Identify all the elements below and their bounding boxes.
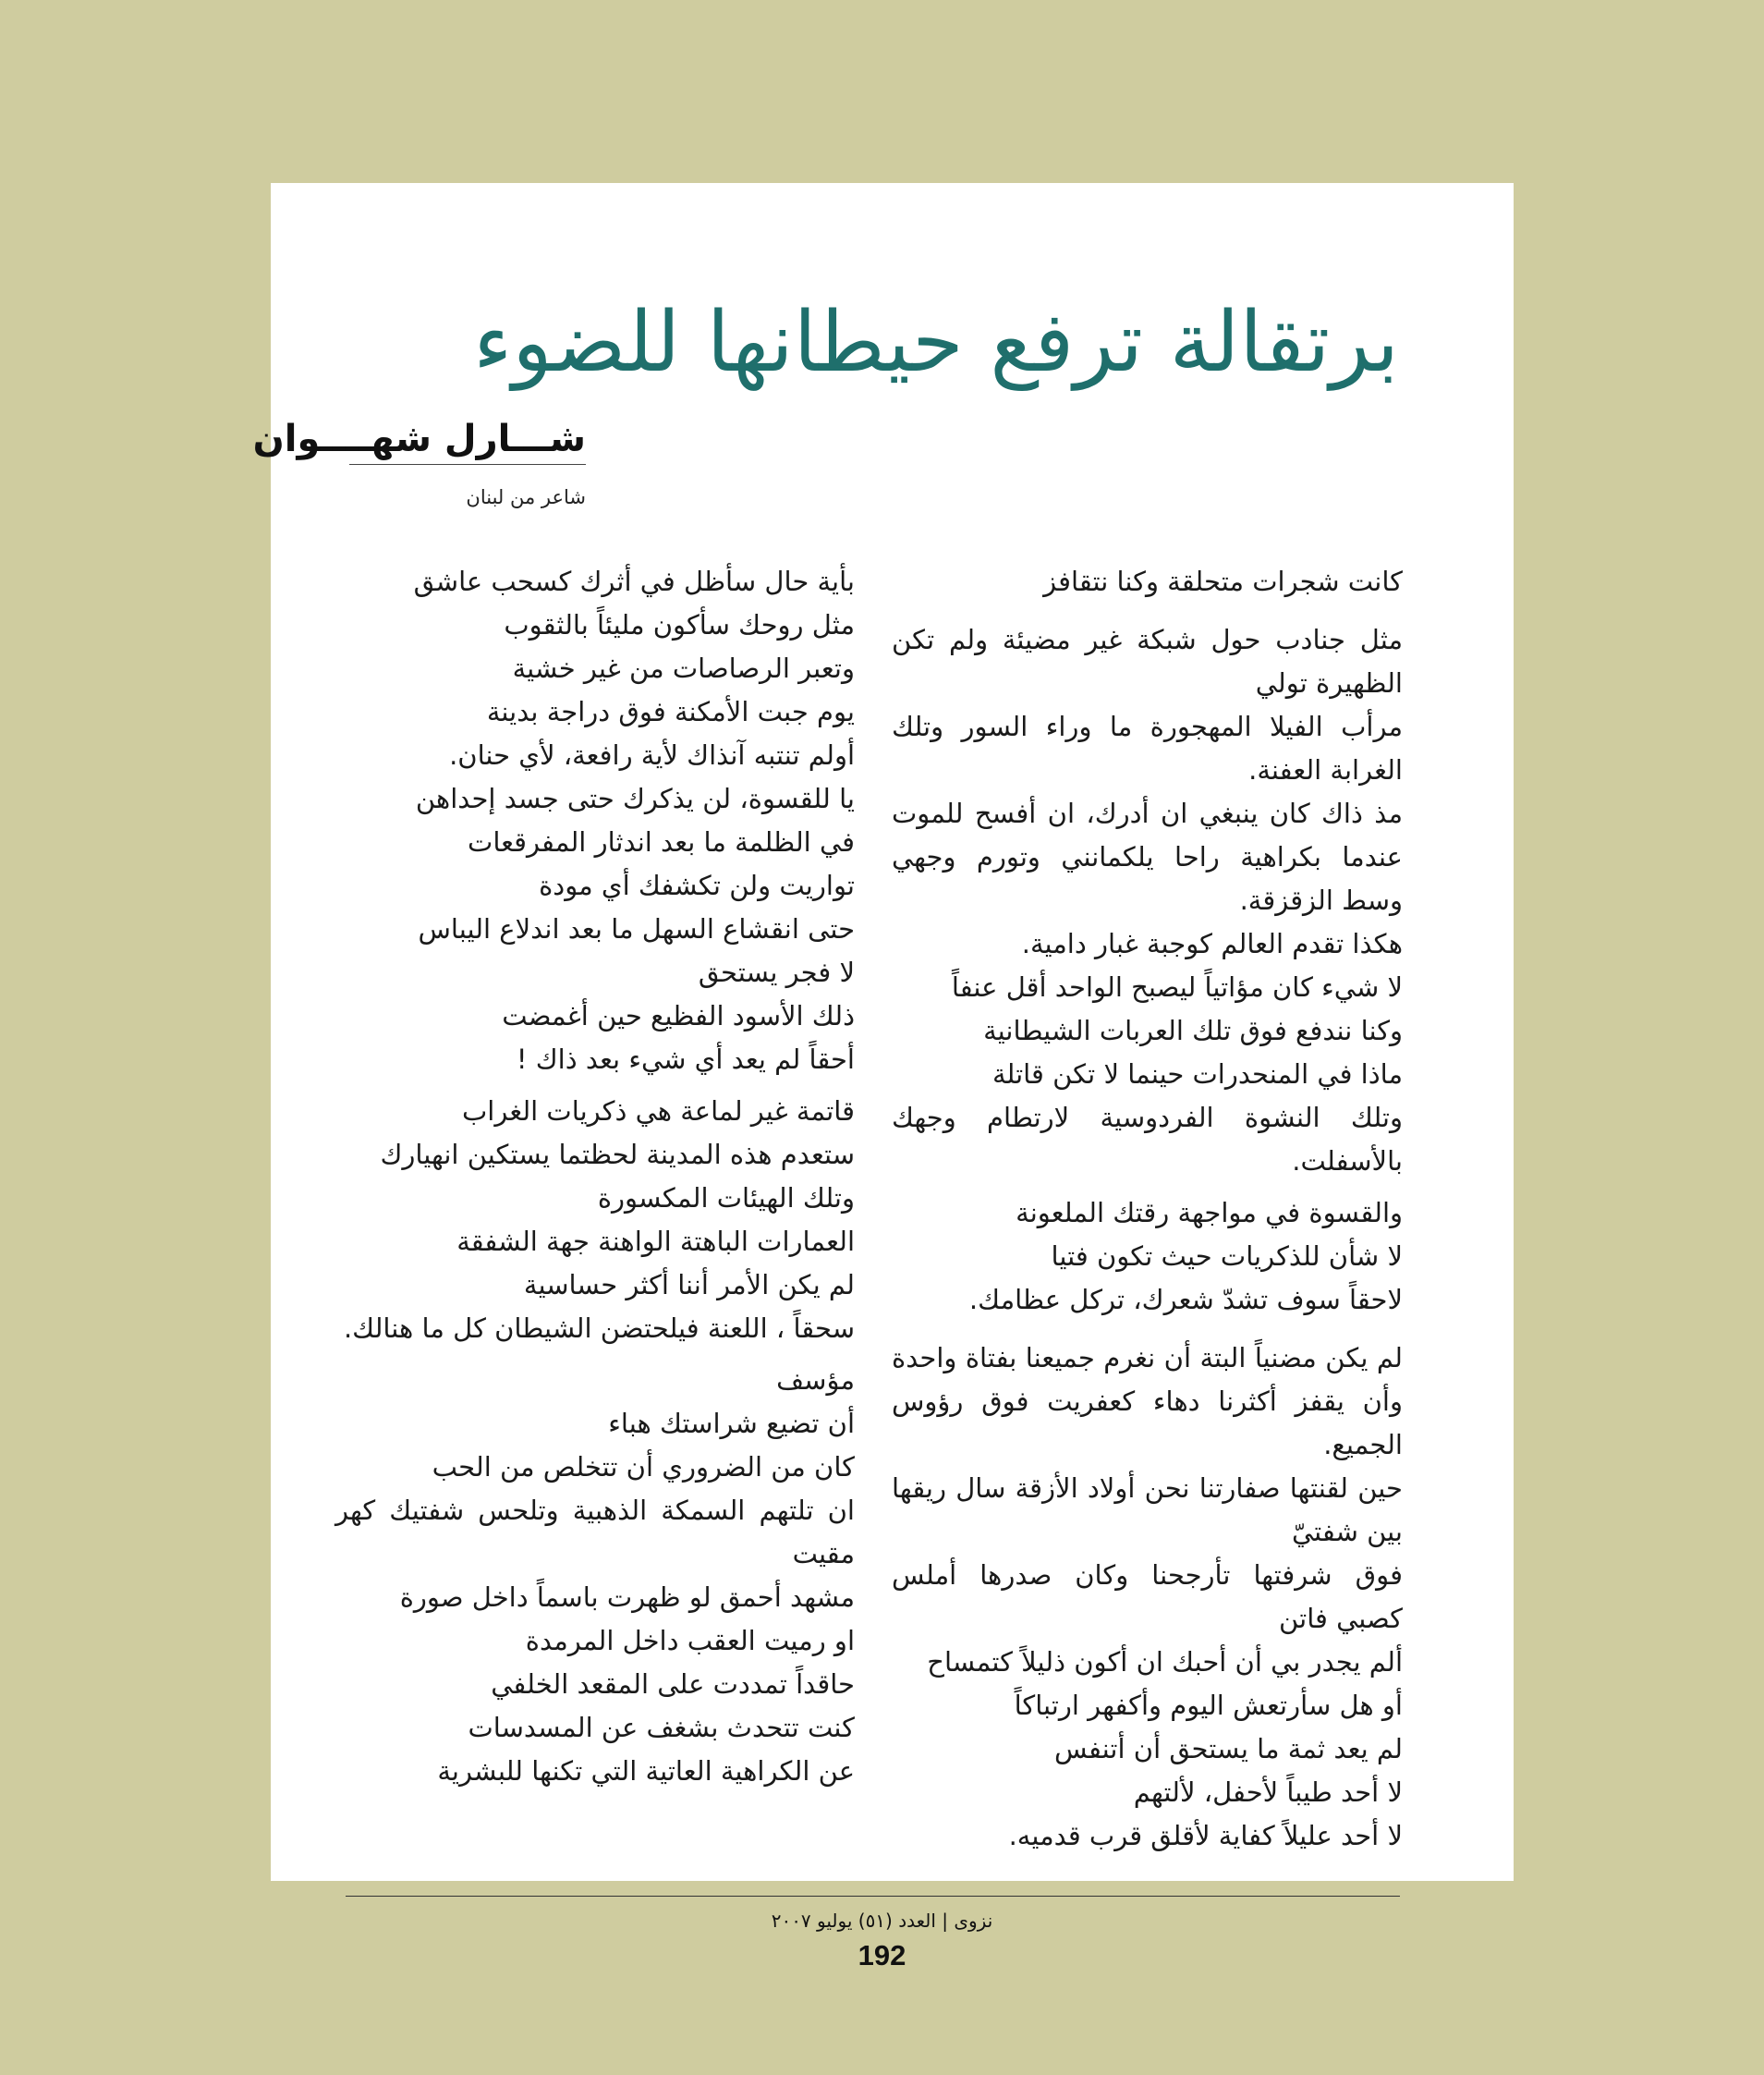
- author-block: [252, 418, 586, 508]
- poem-line: مثل جنادب حول شبكة غير مضيئة ولم تكن الظهيرة تولي: [892, 624, 1403, 699]
- poem-line: سحقاً ، اللعنة فيلحتضن الشيطان كل ما هنالك.: [343, 1312, 855, 1344]
- poem-column-left: [335, 560, 855, 1793]
- footer-publication: نزوى | العدد (٥١) يوليو ٢٠٠٧: [771, 1910, 993, 1932]
- poem-line: لا شيء كان مؤاتياً ليصبح الواحد أقل عنفاً: [951, 971, 1403, 1003]
- poem-line: أو هل سأرتعش اليوم وأكفهر ارتباكاً: [1014, 1690, 1403, 1721]
- poem-line: مؤسف: [776, 1364, 855, 1396]
- poem-line: ألم يجدر بي أن أحبك ان أكون ذليلاً كتمساح: [927, 1646, 1403, 1678]
- article-title: برتقالة ترفع حيطانها للضوء: [473, 294, 1399, 391]
- poem-line: لا شأن للذكريات حيث تكون فتيا: [1051, 1240, 1403, 1272]
- poem-line: ذلك الأسود الفظيع حين أغمضت: [502, 1000, 855, 1031]
- poem-line: لم يكن الأمر أننا أكثر حساسية: [523, 1269, 855, 1300]
- poem-line: لاحقاً سوف تشدّ شعرك، تركل عظامك.: [968, 1284, 1403, 1315]
- page-number: 192: [858, 1939, 906, 1971]
- poem-line: مشهد أحمق لو ظهرت باسماً داخل صورة: [399, 1581, 855, 1613]
- poem-column-right: [892, 560, 1403, 1858]
- poem-line: لم يكن مضنياً البتة أن نغرم جميعنا بفتاة واحدة وأن يقفز أكثرنا دهاء كعفريت فوق رؤوس الجميع.: [892, 1342, 1403, 1460]
- poem-line: ماذا في المنحدرات حينما لا تكن قاتلة: [991, 1058, 1403, 1090]
- poem-line: وتعبر الرصاصات من غير خشية: [512, 653, 855, 684]
- poem-line: كان من الضروري أن تتخلص من الحب: [432, 1451, 855, 1483]
- poem-line: لم يعد ثمة ما يستحق أن أتنفس: [1054, 1733, 1403, 1764]
- poem-line: مثل روحك سأكون مليئاً بالثقوب: [504, 609, 855, 641]
- poem-line: تواريت ولن تكشفك أي مودة: [539, 870, 855, 901]
- poem-line: حين لقنتها صفارتنا نحن أولاد الأزقة سال ريقها بين شفتيّ: [892, 1472, 1403, 1547]
- poem-line: لا أحد عليلاً كفاية لأقلق قرب قدميه.: [1008, 1820, 1403, 1851]
- poem-line: أن تضيع شراستك هباء: [608, 1408, 855, 1439]
- poem-line: هكذا تقدم العالم كوجبة غبار دامية.: [1021, 928, 1403, 959]
- poem-line: لا فجر يستحق: [698, 957, 855, 988]
- poem-line: او رميت العقب داخل المرمدة: [525, 1625, 855, 1656]
- poem-line: بأية حال سأظل في أثرك كسحب عاشق: [413, 566, 855, 597]
- poem-line: فوق شرفتها تأرجحنا وكان صدرها أملس كصبي فاتن: [892, 1559, 1403, 1634]
- poem-line: وكنا نندفع فوق تلك العربات الشيطانية: [983, 1015, 1403, 1046]
- poem-line: والقسوة في مواجهة رقتك الملعونة: [1016, 1197, 1403, 1228]
- author-note: شاعر من لبنان: [466, 486, 586, 508]
- poem-line: كانت شجرات متحلقة وكنا نتقافز: [1043, 566, 1403, 597]
- poem-line: أولم تنتبه آنذاك لأية رافعة، لأي حنان.: [449, 739, 855, 771]
- poem-line: كنت تتحدث بشغف عن المسدسات: [468, 1712, 855, 1743]
- poem-line: يوم جبت الأمكنة فوق دراجة بدينة: [486, 696, 855, 727]
- poem-line: قاتمة غير لماعة هي ذكريات الغراب: [461, 1095, 855, 1127]
- poem-line: وتلك النشوة الفردوسية لارتطام وجهك بالأسفلت.: [892, 1102, 1403, 1177]
- poem-line: مرأب الفيلا المهجورة ما وراء السور وتلك الغرابة العفنة.: [892, 711, 1403, 786]
- poem-line: حاقداً تمددت على المقعد الخلفي: [491, 1668, 855, 1700]
- poem-line: وتلك الهيئات المكسورة: [597, 1182, 855, 1214]
- poem-line: مذ ذاك كان ينبغي ان أدرك، ان أفسح للموت عندما بكراهية راحا يلكمانني وتورم وجهي وسط الزقزقة.: [892, 798, 1403, 916]
- poem-line: لا أحد طيباً لأحفل، لألتهم: [1133, 1776, 1403, 1808]
- poem-line: حتى انقشاع السهل ما بعد اندلاع اليباس: [418, 913, 855, 945]
- footer-rule: [346, 1896, 1400, 1897]
- poem-line: عن الكراهية العاتية التي تكنها للبشرية: [437, 1755, 855, 1787]
- poem-line: ستعدم هذه المدينة لحظتما يستكين انهيارك: [380, 1139, 855, 1170]
- author-name: شـــارل شهــــوان: [349, 418, 586, 465]
- poem-line: العمارات الباهتة الواهنة جهة الشفقة: [456, 1226, 855, 1257]
- poem-line: أحقاً لم يعد أي شيء بعد ذاك !: [516, 1044, 855, 1075]
- poem-line: في الظلمة ما بعد اندثار المفرقعات: [468, 826, 855, 858]
- poem-line: يا للقسوة، لن يذكرك حتى جسد إحداهن: [415, 783, 855, 814]
- poem-line: ان تلتهم السمكة الذهبية وتلحس شفتيك كهر مقيت: [335, 1495, 855, 1569]
